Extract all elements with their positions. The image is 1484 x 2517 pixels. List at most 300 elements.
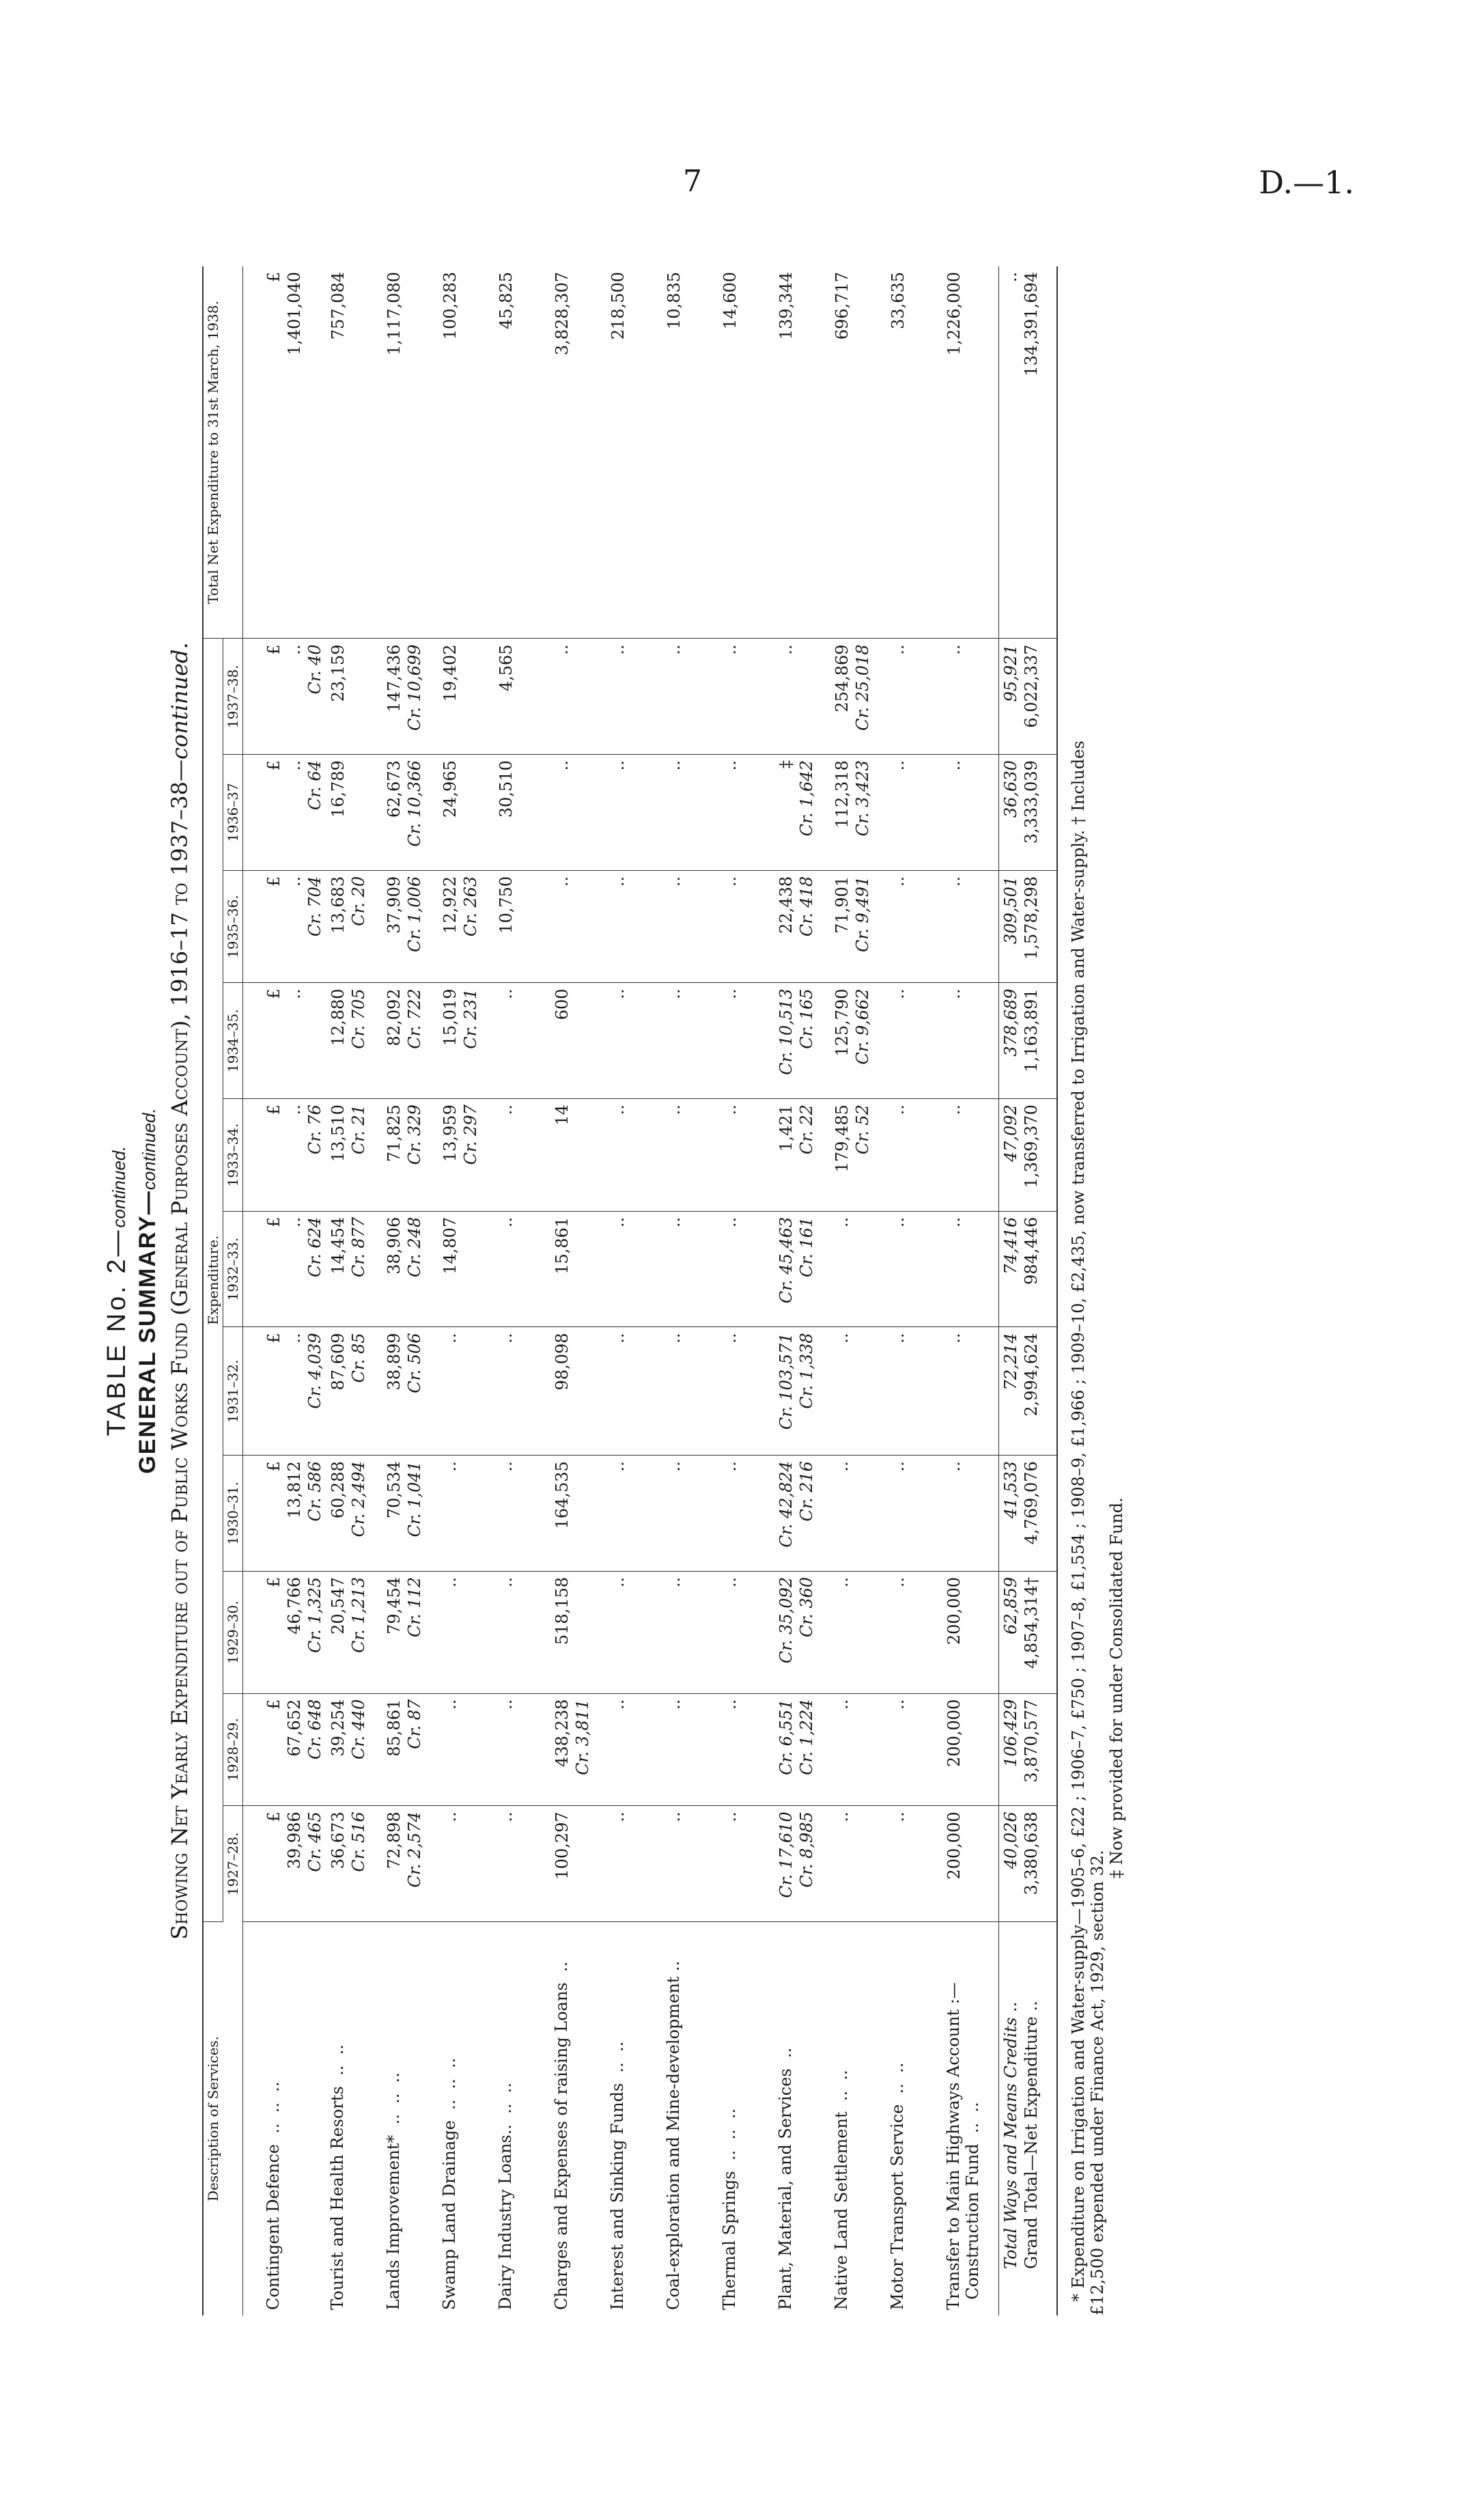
year-cell bbox=[662, 755, 718, 871]
service-label: Transfer to Main Highways Account :— Construction Fund .. .. bbox=[944, 1982, 982, 2310]
year-cell bbox=[494, 983, 550, 1099]
year-cell bbox=[243, 639, 327, 755]
credits-value: 378,689 bbox=[1001, 988, 1020, 1057]
year-cell bbox=[606, 1099, 662, 1212]
year-cell bbox=[243, 1099, 327, 1212]
total-year-cell bbox=[999, 1693, 1058, 1806]
year-cell bbox=[438, 1806, 494, 1922]
cell-value: .. bbox=[832, 1216, 852, 1228]
cell-value: Cr. 1,224 bbox=[797, 1699, 816, 1775]
cell-value: .. bbox=[888, 988, 908, 999]
year-cell bbox=[774, 1456, 830, 1572]
cell-value: 164,535 bbox=[552, 1461, 572, 1529]
cell-value: .. bbox=[440, 1461, 460, 1472]
cell-value: .. bbox=[664, 644, 684, 655]
cell-value: .. bbox=[888, 1576, 908, 1588]
cell-value: 100,297 bbox=[552, 1811, 572, 1880]
cell-value: 3,828,307 bbox=[552, 272, 572, 356]
year-cell bbox=[550, 870, 606, 983]
total-credits-value: .. bbox=[1001, 272, 1020, 283]
table-number: TABLE No. 2— bbox=[102, 1227, 131, 1436]
service-label: Coal-exploration and Mine-development .. bbox=[664, 1960, 683, 2310]
year-cell bbox=[494, 1693, 550, 1806]
net-value: 1,369,370 bbox=[1022, 1104, 1041, 1188]
cell-value: .. bbox=[608, 760, 628, 771]
service-label: Plant, Material, and Services .. bbox=[776, 2047, 795, 2310]
footnote-irrigation: * Expenditure on Irrigation and Water-supply—1905–6, £22 ; 1906–7, £750 ; 1907–8, £1,554 ; 1908–9, £1,966 ; 1909–10, £2,435, now transferred to Irrigation and Water-supply. † Includes bbox=[1069, 740, 1088, 2302]
year-cell bbox=[662, 870, 718, 983]
year-cell bbox=[550, 1571, 606, 1693]
year-cell bbox=[830, 1693, 886, 1806]
cell-value: 22,438 bbox=[776, 876, 796, 934]
cell-value: £ bbox=[264, 1461, 283, 1472]
year-cell bbox=[942, 1806, 999, 1922]
year-cell bbox=[718, 983, 774, 1099]
cell-value: 23,159 bbox=[328, 644, 348, 702]
cell-value: 438,238 bbox=[552, 1699, 572, 1767]
cell-value: .. bbox=[440, 1699, 460, 1710]
year-cell bbox=[550, 639, 606, 755]
cell-value: 45,825 bbox=[496, 272, 516, 329]
cell-value: Cr. 6,551 bbox=[776, 1699, 796, 1775]
net-value: 6,022,337 bbox=[1022, 644, 1041, 728]
year-header: 1932–33. bbox=[223, 1211, 243, 1327]
year-cell bbox=[550, 1099, 606, 1212]
cell-value: 100,283 bbox=[440, 272, 460, 340]
cell-value: 13,812 bbox=[285, 1461, 304, 1519]
cell-value: .. bbox=[552, 876, 572, 887]
year-cell bbox=[662, 1456, 718, 1572]
year-cell bbox=[886, 755, 942, 871]
year-cell bbox=[886, 1211, 942, 1327]
year-cell bbox=[774, 1806, 830, 1922]
cell-value: .. bbox=[944, 876, 964, 887]
expenditure-header: Expenditure. bbox=[203, 639, 223, 1922]
year-cell bbox=[662, 1327, 718, 1456]
year-cell bbox=[606, 1806, 662, 1922]
cell-value: .. bbox=[888, 644, 908, 655]
cell-value: 24,965 bbox=[440, 760, 460, 818]
cell-value: .. bbox=[832, 1811, 852, 1822]
cell-value: 14,807 bbox=[440, 1216, 460, 1275]
table-row bbox=[438, 266, 494, 2316]
year-cell bbox=[550, 1693, 606, 1806]
cell-value: .. bbox=[888, 1461, 908, 1472]
cell-value: 112,318 bbox=[832, 760, 852, 829]
year-cell bbox=[326, 1456, 382, 1572]
cell-value: 1,401,040 bbox=[285, 272, 304, 356]
cell-value: Cr. 8,985 bbox=[797, 1811, 816, 1888]
cell-value: .. bbox=[440, 1811, 460, 1822]
year-cell bbox=[606, 1693, 662, 1806]
cell-value: Cr. 440 bbox=[349, 1699, 368, 1760]
year-cell bbox=[243, 870, 327, 983]
credits-value: 74,416 bbox=[1001, 1216, 1020, 1275]
cell-value: 13,510 bbox=[328, 1104, 348, 1163]
cell-value: 600 bbox=[552, 988, 572, 1020]
net-value: 4,854,314† bbox=[1022, 1576, 1041, 1669]
cell-value: Cr. 516 bbox=[349, 1811, 368, 1872]
year-cell bbox=[774, 1327, 830, 1456]
cell-value: .. bbox=[832, 1699, 852, 1710]
credits-value: 62,859 bbox=[1001, 1576, 1020, 1635]
cell-value: .. bbox=[664, 1461, 684, 1472]
year-cell bbox=[243, 1211, 327, 1327]
cell-value: Cr. 10,699 bbox=[405, 644, 424, 731]
year-cell bbox=[662, 639, 718, 755]
cell-value: Cr. 263 bbox=[461, 876, 480, 937]
year-cell bbox=[494, 1571, 550, 1693]
cell-value: Cr. 506 bbox=[405, 1333, 424, 1393]
net-value: 984,446 bbox=[1022, 1216, 1041, 1285]
year-cell bbox=[326, 1327, 382, 1456]
year-cell bbox=[718, 1327, 774, 1456]
cell-value: Cr. 877 bbox=[349, 1216, 368, 1278]
desc-header: Description of Services. bbox=[203, 1922, 243, 2316]
cell-value: .. bbox=[720, 1576, 740, 1588]
cell-value: 14,454 bbox=[328, 1216, 348, 1275]
year-cell bbox=[718, 1571, 774, 1693]
year-cell bbox=[718, 1806, 774, 1922]
year-cell bbox=[718, 1099, 774, 1212]
cell-value: .. bbox=[285, 876, 304, 887]
year-cell bbox=[942, 639, 999, 755]
cell-value: .. bbox=[608, 1216, 628, 1228]
total-year-cell bbox=[999, 1327, 1058, 1456]
cell-value: .. bbox=[720, 876, 740, 887]
year-cell bbox=[494, 639, 550, 755]
total-year-cell bbox=[999, 639, 1058, 755]
cell-value: 518,158 bbox=[552, 1576, 572, 1645]
year-cell bbox=[382, 1456, 438, 1572]
cell-value: .. bbox=[496, 1576, 516, 1588]
table-description bbox=[167, 266, 193, 2316]
cell-value: .. bbox=[440, 1576, 460, 1588]
cell-value: .. bbox=[720, 1104, 740, 1115]
cell-value: .. bbox=[285, 988, 304, 999]
total-cell bbox=[942, 266, 999, 639]
total-year-cell bbox=[999, 1456, 1058, 1572]
cell-value: .. bbox=[888, 1104, 908, 1115]
year-cell bbox=[774, 1211, 830, 1327]
cell-value: .. bbox=[944, 644, 964, 655]
cell-value: 12,922 bbox=[440, 876, 460, 934]
total-cell bbox=[243, 266, 327, 639]
net-value: 1,578,298 bbox=[1022, 876, 1041, 960]
cell-value: .. bbox=[496, 1104, 516, 1115]
year-cell bbox=[774, 1693, 830, 1806]
total-cell bbox=[718, 266, 774, 639]
cell-value: .. bbox=[720, 644, 740, 655]
cell-value: 85,861 bbox=[384, 1699, 404, 1757]
year-cell bbox=[718, 1456, 774, 1572]
cell-value: £ bbox=[264, 1811, 283, 1822]
service-label: Thermal Springs .. .. .. bbox=[720, 2108, 739, 2310]
cell-value: Cr. 705 bbox=[349, 988, 368, 1049]
cell-value: .. bbox=[496, 988, 516, 999]
cell-value: .. bbox=[664, 760, 684, 771]
year-cell bbox=[382, 983, 438, 1099]
cell-value: Cr. 722 bbox=[405, 988, 424, 1049]
total-cell bbox=[606, 266, 662, 639]
cell-value: Cr. 216 bbox=[797, 1461, 816, 1522]
cell-value: ‡ bbox=[776, 760, 796, 769]
year-cell bbox=[438, 1099, 494, 1212]
credits-value: 72,214 bbox=[1001, 1333, 1020, 1391]
year-cell bbox=[326, 1571, 382, 1693]
cell-value: £ bbox=[264, 1333, 283, 1344]
year-cell bbox=[494, 1806, 550, 1922]
cell-value: 36,673 bbox=[328, 1811, 348, 1869]
cell-value: Cr. 9,491 bbox=[853, 876, 872, 952]
year-cell bbox=[942, 1571, 999, 1693]
cell-value: .. bbox=[720, 1333, 740, 1344]
cell-value: 14,600 bbox=[720, 272, 740, 329]
net-value: 1,163,891 bbox=[1022, 988, 1041, 1072]
table-row bbox=[830, 266, 886, 2316]
cell-value: £ bbox=[264, 1576, 283, 1588]
cell-value: 71,901 bbox=[832, 876, 852, 934]
year-cell bbox=[830, 1099, 886, 1212]
year-cell bbox=[243, 983, 327, 1099]
cell-value: 14 bbox=[552, 1104, 572, 1126]
cell-value: 254,869 bbox=[832, 644, 852, 712]
cell-value: 38,906 bbox=[384, 1216, 404, 1275]
total-cell bbox=[830, 266, 886, 639]
year-cell bbox=[662, 1571, 718, 1693]
year-cell bbox=[243, 1806, 327, 1922]
cell-value: Cr. 248 bbox=[405, 1216, 424, 1278]
year-cell bbox=[550, 1211, 606, 1327]
cell-value: .. bbox=[720, 988, 740, 999]
cell-value: 98,098 bbox=[552, 1333, 572, 1391]
cell-value: Cr. 1,213 bbox=[349, 1576, 368, 1654]
cell-value: .. bbox=[608, 1699, 628, 1710]
cell-value: 125,790 bbox=[832, 988, 852, 1057]
cell-value: .. bbox=[888, 1333, 908, 1344]
cell-value: .. bbox=[832, 1461, 852, 1472]
year-cell bbox=[830, 755, 886, 871]
year-cell bbox=[438, 1693, 494, 1806]
cell-value: .. bbox=[888, 1811, 908, 1822]
cell-value: Cr. 40 bbox=[305, 644, 324, 695]
cell-value: Cr. 35,092 bbox=[776, 1576, 796, 1664]
net-value: 3,380,638 bbox=[1022, 1811, 1041, 1895]
cell-value: .. bbox=[888, 876, 908, 887]
service-label: Swamp Land Drainage .. .. .. bbox=[440, 2057, 459, 2310]
cell-value: Cr. 17,610 bbox=[776, 1811, 796, 1898]
grand-total-row bbox=[999, 266, 1058, 2316]
cell-value: Cr. 1,006 bbox=[405, 876, 424, 952]
cell-value: Cr. 10,513 bbox=[776, 988, 796, 1075]
year-cell bbox=[662, 1693, 718, 1806]
cell-value: Cr. 1,041 bbox=[405, 1461, 424, 1538]
service-label: Native Land Settlement .. .. bbox=[832, 2070, 851, 2310]
cell-value: Cr. 704 bbox=[305, 876, 324, 937]
cell-value: .. bbox=[944, 1461, 964, 1472]
net-value: 4,769,076 bbox=[1022, 1461, 1041, 1545]
cell-value: .. bbox=[608, 644, 628, 655]
year-cell bbox=[886, 1571, 942, 1693]
year-cell bbox=[606, 639, 662, 755]
table-row bbox=[494, 266, 550, 2316]
cell-value: Cr. 297 bbox=[461, 1104, 480, 1165]
year-cell bbox=[438, 639, 494, 755]
year-cell bbox=[886, 1456, 942, 1572]
year-cell bbox=[326, 1099, 382, 1212]
grand-total-label: Grand Total—Net Expenditure .. bbox=[1022, 2001, 1041, 2269]
cell-value: .. bbox=[888, 1699, 908, 1710]
showing-text: Showing Net Yearly Expenditure out of Public Works Fund (General Purposes Account), 1916–17 to 1937–38— bbox=[167, 759, 193, 1940]
cell-value: 13,959 bbox=[440, 1104, 460, 1163]
cell-value: .. bbox=[944, 760, 964, 771]
year-cell bbox=[830, 1211, 886, 1327]
cell-value: 139,344 bbox=[776, 272, 796, 340]
table-row bbox=[606, 266, 662, 2316]
year-cell bbox=[243, 1456, 327, 1572]
ways-means-label: Total Ways and Means Credits .. bbox=[1001, 2001, 1020, 2269]
table-row bbox=[718, 266, 774, 2316]
year-cell bbox=[886, 1806, 942, 1922]
cell-value: .. bbox=[664, 988, 684, 999]
cell-value: 4,565 bbox=[496, 644, 516, 692]
year-cell bbox=[243, 1571, 327, 1693]
cell-value: .. bbox=[664, 1576, 684, 1588]
year-cell bbox=[550, 1456, 606, 1572]
cell-value: 30,510 bbox=[496, 760, 516, 818]
cell-value: £ bbox=[264, 272, 283, 283]
total-cell bbox=[494, 266, 550, 639]
cell-value: .. bbox=[720, 1216, 740, 1228]
year-cell bbox=[326, 983, 382, 1099]
cell-value: Cr. 52 bbox=[853, 1104, 872, 1155]
table-body bbox=[243, 266, 1058, 2316]
cell-value: .. bbox=[285, 1333, 304, 1344]
cell-value: Cr. 87 bbox=[405, 1699, 424, 1749]
cell-value: .. bbox=[285, 644, 304, 655]
year-cell bbox=[942, 870, 999, 983]
cell-value: Cr. 465 bbox=[305, 1811, 324, 1872]
cell-value: 13,683 bbox=[328, 876, 348, 934]
cell-value: .. bbox=[664, 1699, 684, 1710]
year-cell bbox=[438, 1456, 494, 1572]
document-code: D.—1. bbox=[1259, 164, 1354, 201]
cell-value: 179,485 bbox=[832, 1104, 852, 1173]
cell-value: 200,000 bbox=[944, 1699, 964, 1767]
cell-value: 15,019 bbox=[440, 988, 460, 1046]
year-cell bbox=[886, 639, 942, 755]
cell-value: 19,402 bbox=[440, 644, 460, 702]
cell-value: 33,635 bbox=[888, 272, 908, 329]
cell-value: 62,673 bbox=[384, 760, 404, 818]
year-cell bbox=[774, 639, 830, 755]
year-cell bbox=[830, 870, 886, 983]
total-header: Total Net Expenditure to 31st March, 1938. bbox=[203, 266, 243, 639]
cell-value: 16,789 bbox=[328, 760, 348, 818]
cell-value: .. bbox=[664, 876, 684, 887]
cell-value: Cr. 231 bbox=[461, 988, 480, 1049]
cell-value: Cr. 21 bbox=[349, 1104, 368, 1155]
year-cell bbox=[886, 870, 942, 983]
table-row bbox=[326, 266, 382, 2316]
cell-value: Cr. 360 bbox=[797, 1576, 816, 1638]
net-value: 2,994,624 bbox=[1022, 1333, 1041, 1417]
cell-value: .. bbox=[285, 1104, 304, 1115]
year-cell bbox=[550, 755, 606, 871]
cell-value: Cr. 103,571 bbox=[776, 1333, 796, 1430]
cell-value: 757,084 bbox=[328, 272, 348, 340]
year-header: 1931–32. bbox=[223, 1327, 243, 1456]
cell-value: .. bbox=[496, 1461, 516, 1472]
cell-value: .. bbox=[496, 1699, 516, 1710]
year-cell bbox=[942, 1456, 999, 1572]
cell-value: .. bbox=[285, 1216, 304, 1228]
table-row bbox=[243, 266, 327, 2316]
cell-value: £ bbox=[264, 1104, 283, 1115]
credits-value: 309,501 bbox=[1001, 876, 1020, 945]
total-cell bbox=[774, 266, 830, 639]
cell-value: .. bbox=[720, 1699, 740, 1710]
year-cell bbox=[382, 639, 438, 755]
cell-value: 200,000 bbox=[944, 1576, 964, 1645]
year-cell bbox=[942, 1099, 999, 1212]
cell-value: Cr. 3,811 bbox=[573, 1699, 592, 1775]
cell-value: 72,898 bbox=[384, 1811, 404, 1869]
cell-value: .. bbox=[608, 988, 628, 999]
cell-value: 15,861 bbox=[552, 1216, 572, 1275]
cell-value: Cr. 42,824 bbox=[776, 1461, 796, 1548]
cell-value: .. bbox=[888, 760, 908, 771]
cell-value: .. bbox=[944, 1216, 964, 1228]
service-label: Dairy Industry Loans.. .. .. bbox=[496, 2082, 515, 2310]
year-header: 1929–30. bbox=[223, 1571, 243, 1693]
service-label: Interest and Sinking Funds .. .. bbox=[608, 2041, 627, 2310]
cell-value: Cr. 64 bbox=[305, 760, 324, 811]
total-year-cell bbox=[999, 1099, 1058, 1212]
cell-value: Cr. 418 bbox=[797, 876, 816, 937]
year-cell bbox=[438, 755, 494, 871]
year-cell bbox=[382, 1571, 438, 1693]
year-cell bbox=[606, 870, 662, 983]
rotated-table-block bbox=[102, 266, 1304, 2316]
cell-value: 1,226,000 bbox=[944, 272, 964, 356]
year-cell bbox=[942, 1327, 999, 1456]
credits-value: 47,092 bbox=[1001, 1104, 1020, 1163]
cell-value: 218,500 bbox=[608, 272, 628, 340]
year-cell bbox=[438, 1327, 494, 1456]
year-cell bbox=[662, 1099, 718, 1212]
service-label: Tourist and Health Resorts .. .. bbox=[328, 2044, 347, 2310]
cell-value: Cr. 20 bbox=[349, 876, 368, 926]
cell-value: 82,092 bbox=[384, 988, 404, 1046]
year-cell bbox=[438, 1571, 494, 1693]
year-cell bbox=[774, 983, 830, 1099]
cell-value: Cr. 22 bbox=[797, 1104, 816, 1155]
year-cell bbox=[606, 755, 662, 871]
cell-value: .. bbox=[552, 644, 572, 655]
cell-value: .. bbox=[664, 1216, 684, 1228]
year-header: 1927–28. bbox=[223, 1806, 243, 1922]
cell-value: Cr. 4,039 bbox=[305, 1333, 324, 1409]
table-row bbox=[550, 266, 606, 2316]
cell-value: £ bbox=[264, 1216, 283, 1228]
cell-value: .. bbox=[664, 1811, 684, 1822]
year-cell bbox=[382, 1211, 438, 1327]
year-cell bbox=[942, 983, 999, 1099]
cell-value: 1,117,080 bbox=[384, 272, 404, 356]
table-row bbox=[382, 266, 438, 2316]
year-cell bbox=[326, 870, 382, 983]
